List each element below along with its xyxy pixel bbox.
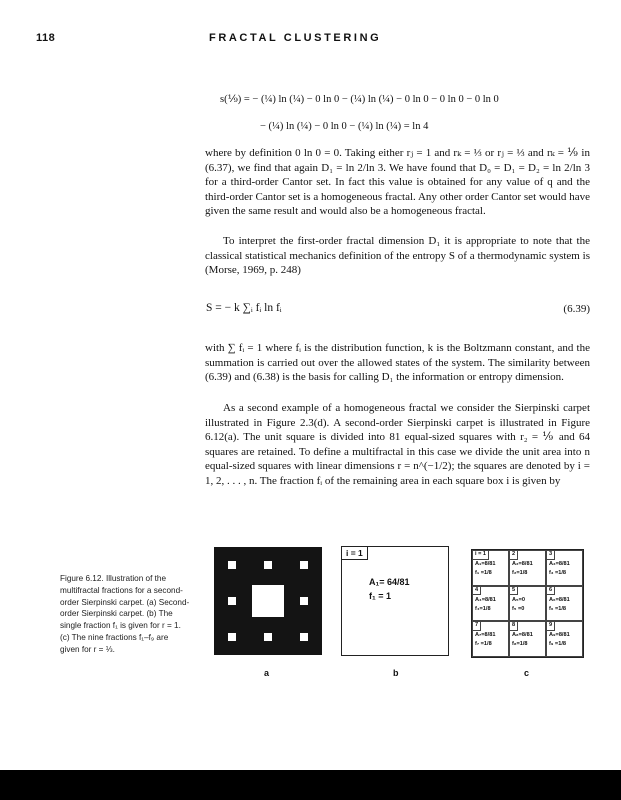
cell-fraction: f₉ =1/8: [549, 641, 566, 648]
box-fraction: f₁ = 1: [369, 591, 391, 601]
grid-cell: [509, 586, 546, 622]
carpet-hole-small: [300, 633, 308, 641]
grid-cell: [546, 586, 583, 622]
grid-cell: [472, 550, 509, 586]
cell-fraction: f₆ =1/8: [549, 605, 566, 612]
grid-cell: [509, 550, 546, 586]
nine-fractions-figure: [471, 549, 584, 658]
cell-index: 4: [473, 587, 481, 596]
sierpinski-carpet-figure: [214, 547, 322, 655]
carpet-hole-small: [228, 633, 236, 641]
paragraph-3: with ∑ fᵢ = 1 where fᵢ is the distribution function, k is the Boltzmann constant, and the summation is carried out over the allowed states of the system. The similarity between (6.39) and (6.38) is the basis for calling D₁ the information or entropy dimension.: [205, 342, 590, 383]
cell-index: 7: [473, 622, 481, 631]
cell-area: A₅=0: [512, 596, 525, 603]
running-head: FRACTAL CLUSTERING: [209, 32, 382, 44]
paragraph-2: To interpret the first-order fractal dimension D₁ it is appropriate to note that the classical statistical mechanics definition of the entropy S of a thermodynamic system is (Morse, 1969, p. 248): [205, 235, 590, 276]
grid-cell: [472, 621, 509, 657]
carpet-hole-small: [264, 561, 272, 569]
cell-index: 2: [510, 551, 518, 560]
cell-area: A₆=8/81: [549, 596, 570, 603]
cell-index: i = 1: [473, 551, 489, 560]
cell-index: 8: [510, 622, 518, 631]
equation-number: (6.39): [563, 303, 590, 315]
grid-cell: [509, 621, 546, 657]
figure-label-b: b: [393, 668, 399, 678]
carpet-hole-small: [228, 597, 236, 605]
equation-line-1: s(⅑) = − (¼) ln (¼) − 0 ln 0 − (¼) ln (¼) − 0 ln 0 − 0 ln 0 − 0 ln 0: [220, 94, 499, 105]
grid-cell: [472, 586, 509, 622]
carpet-hole-small: [300, 597, 308, 605]
cell-fraction: f₈=1/8: [512, 641, 528, 648]
single-fraction-figure: [341, 546, 449, 656]
grid-cell: [546, 550, 583, 586]
cell-area: A₂=8/81: [512, 561, 533, 567]
cell-index: 3: [547, 551, 555, 560]
cell-area: A₇=8/81: [475, 632, 496, 639]
figure-label-c: c: [524, 668, 530, 678]
carpet-hole-small: [264, 633, 272, 641]
page-header: [36, 32, 596, 48]
grid-cell: [546, 621, 583, 657]
cell-area: A₉=8/81: [549, 632, 570, 639]
cell-index: 6: [547, 587, 555, 596]
cell-area: A₈=8/81: [512, 632, 533, 639]
page-number: 118: [36, 32, 56, 44]
box-area: A₁= 64/81: [369, 577, 410, 587]
cell-fraction: f₇ =1/8: [475, 641, 492, 648]
equation-line-2: − (¼) ln (¼) − 0 ln 0 − (¼) ln (¼) = ln 4: [260, 121, 429, 132]
cell-area: A₄=8/81: [475, 596, 496, 603]
cell-area: A₁=8/81: [475, 561, 496, 567]
figure-label-a: a: [264, 668, 270, 678]
carpet-hole-large: [252, 585, 284, 617]
carpet-hole-small: [300, 561, 308, 569]
paragraph-4: As a second example of a homogeneous fractal we consider the Sierpinski carpet illustrated in Figure 2.3(d). A second-order Sierpinski carpet is illustrated in Figure 6.12(a). The unit square is divided into 81 equal-sized squares with r₂ = ⅑ and 64 squares are retained. To define a multifractal in this case we divide the unit area into n equal-sized squares with linear dimensions r = n^(−1/2); the squares are denoted by i = 1, 2, . . . , n. The fraction fᵢ of the remaining area in each square box i is given by: [205, 402, 590, 487]
cell-fraction: f₂=1/8: [512, 570, 528, 576]
paragraph-1: where by definition 0 ln 0 = 0. Taking either rⱼ = 1 and rₖ = ⅓ or rⱼ = ⅓ and rₖ = ⅑ in (6.37), we find that again D₁ = ln 2/ln 3. We have found that D₀ = D₁ = D₂ = ln 2/ln 3 for a third-order Cantor set. In fact this value is obtained for any value of q and the third-order Cantor set is a homogeneous fractal. Any other order Cantor set would have given the same result and would also be a homogeneous fractal.: [205, 147, 590, 217]
scan-border: [0, 770, 621, 800]
figure-caption: Figure 6.12. Illustration of the multifractal fractions for a second-order Sierpinski carpet. (a) Second-order Sierpinski carpet. (b) The single fraction f₁ is given for r = 1. (c) The nine fractions f₁–f₉ are given for r = ⅓.: [60, 574, 190, 654]
cell-fraction: f₅ =0: [512, 605, 525, 612]
cell-index: 9: [547, 622, 555, 631]
carpet-hole-small: [228, 561, 236, 569]
cell-area: A₃=8/81: [549, 561, 570, 567]
equation-6-39: S = − k ∑ᵢ fᵢ ln fᵢ: [206, 302, 282, 314]
cell-fraction: f₁ =1/8: [475, 570, 492, 576]
cell-fraction: f₄=1/8: [475, 605, 491, 612]
cell-fraction: f₃ =1/8: [549, 570, 567, 576]
box-index: i = 1: [342, 547, 368, 560]
cell-index: 5: [510, 587, 518, 596]
